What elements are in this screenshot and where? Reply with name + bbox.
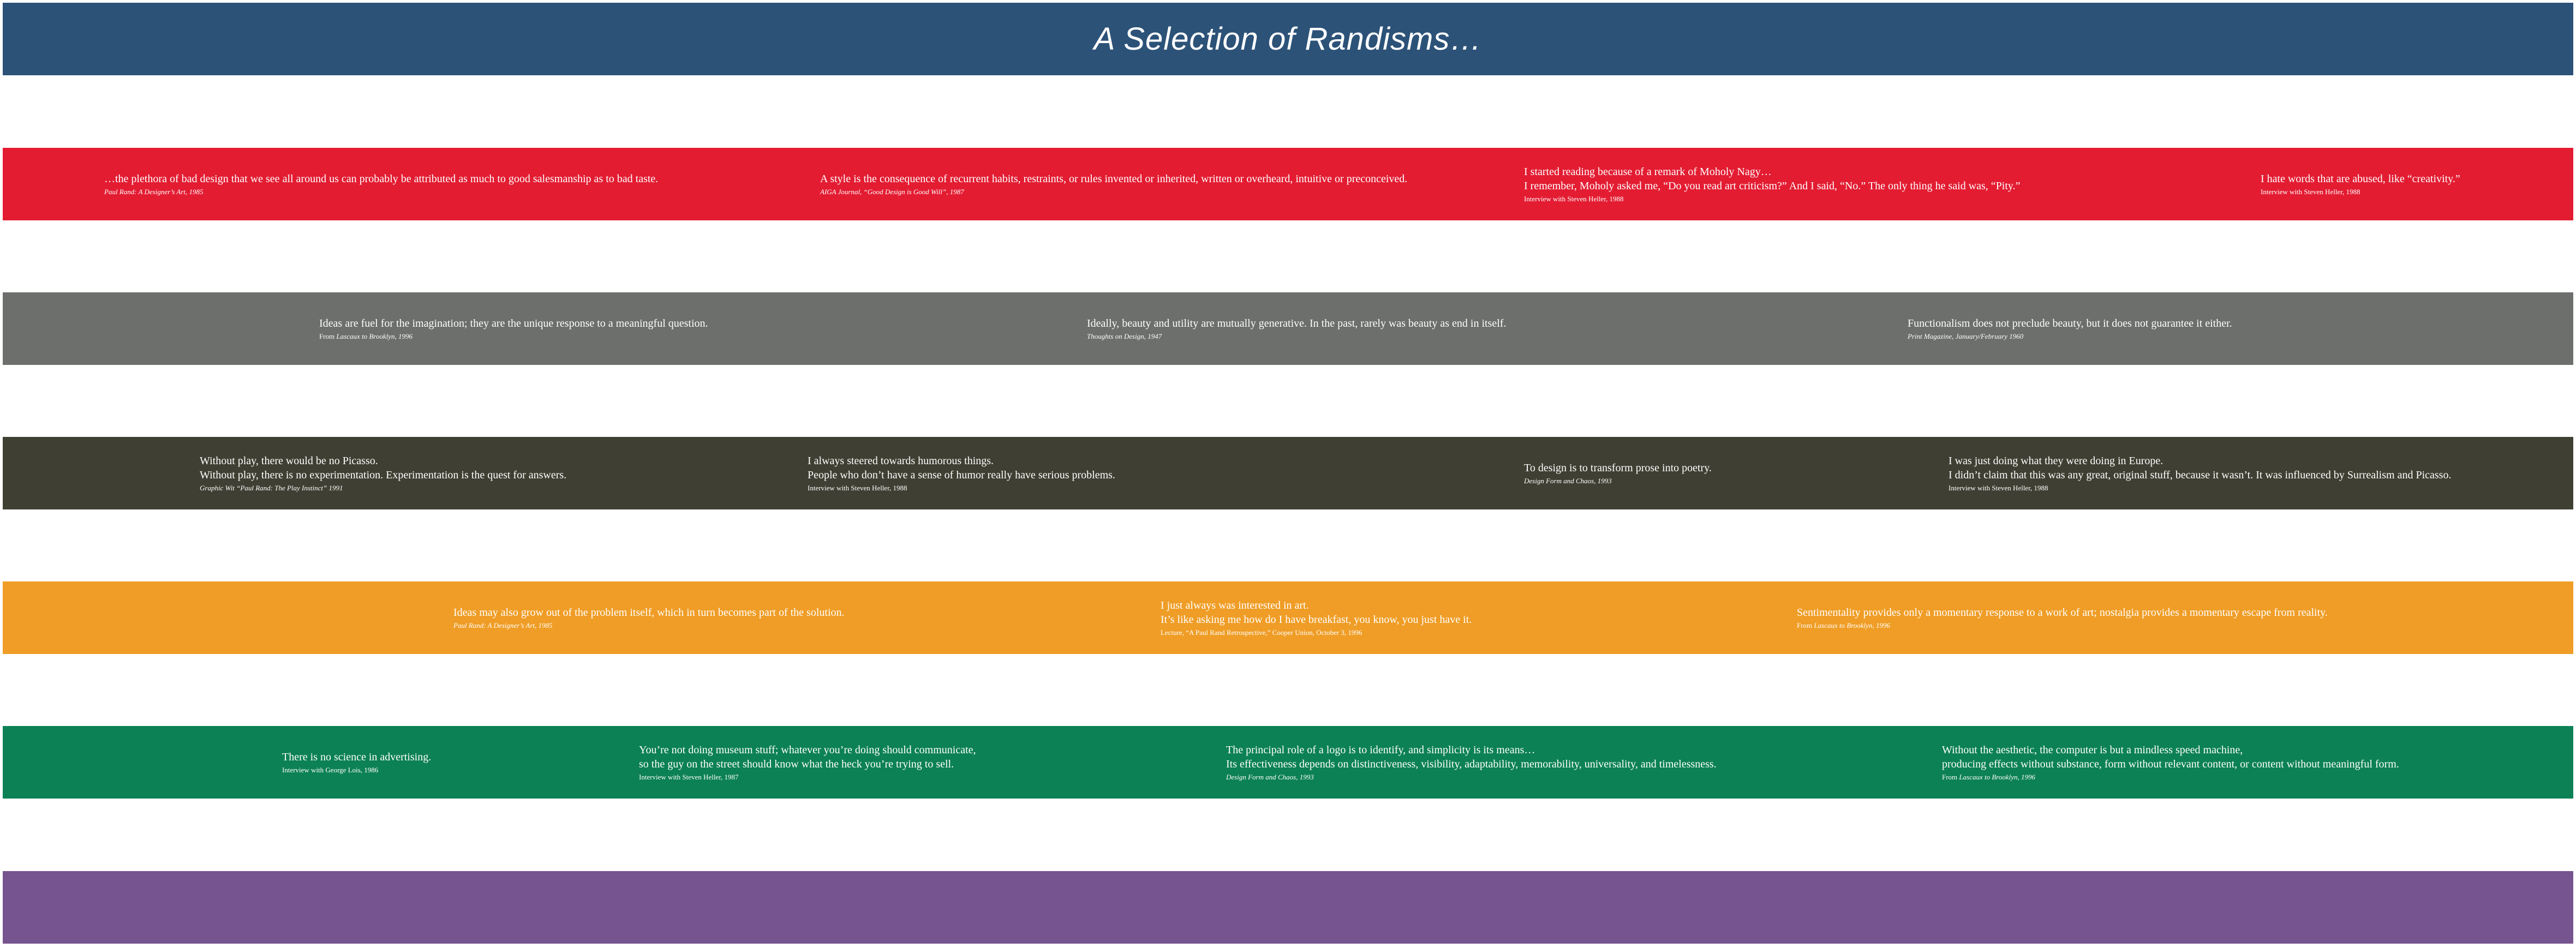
quote-text: Sentimentality provides only a momentary response to a work of art; nostalgia provides a momentary escape from reality. bbox=[1797, 606, 2328, 619]
title-banner bbox=[3, 3, 2573, 75]
quote-text: People who don’t have a sense of humor really have serious problems. bbox=[808, 469, 1115, 481]
quote-text: I was just doing what they were doing in Europe. bbox=[1949, 454, 2163, 467]
quote-text: Without the aesthetic, the computer is but a mindless speed machine, bbox=[1942, 743, 2243, 756]
quote-text: Its effectiveness depends on distinctiveness, visibility, adaptability, memorability, universality, and timelessness. bbox=[1226, 758, 1717, 770]
quote-item bbox=[1226, 743, 1717, 782]
quote-text: Without play, there would be no Picasso. bbox=[200, 454, 378, 467]
quote-text: You’re not doing museum stuff; whatever you’re doing should communicate, bbox=[639, 743, 976, 756]
quote-item bbox=[104, 172, 658, 197]
quote-text: A style is the consequence of recurrent habits, restraints, or rules invented or inherited, written or overheard, intuitive or preconceived. bbox=[820, 172, 1408, 185]
quote-item bbox=[1087, 316, 1506, 341]
quote-source: Interview with Steven Heller, 1988 bbox=[1949, 483, 2048, 492]
quote-band-red bbox=[3, 148, 2573, 220]
quote-item bbox=[808, 454, 1115, 493]
quote-item bbox=[200, 454, 566, 493]
quote-source: Interview with Steven Heller, 1988 bbox=[2261, 187, 2360, 196]
quote-source: Thoughts on Design, 1947 bbox=[1087, 332, 1162, 340]
quote-text: It’s like asking me how do I have breakfast, you know, you just have it. bbox=[1161, 613, 1472, 626]
quote-item bbox=[453, 605, 845, 631]
quote-text: I just always was interested in art. bbox=[1161, 599, 1309, 611]
quote-item bbox=[319, 316, 708, 341]
quote-source: From Lascaux to Brooklyn, 1996 bbox=[319, 332, 413, 340]
quote-text: …the plethora of bad design that we see all around us can probably be attributed as much to good salesmanship as to bad taste. bbox=[104, 172, 659, 185]
quote-item bbox=[1908, 316, 2232, 341]
quote-band-olive bbox=[3, 437, 2573, 509]
quote-source: Interview with George Lois, 1986 bbox=[282, 765, 379, 774]
quote-item bbox=[2261, 172, 2460, 197]
quote-source: Graphic Wit “Paul Rand: The Play Instinct” 1991 bbox=[200, 483, 343, 492]
quote-text: Functionalism does not preclude beauty, but it does not guarantee it either. bbox=[1908, 317, 2232, 329]
quote-text: Without play, there is no experimentation. Experimentation is the quest for answers. bbox=[200, 469, 567, 481]
quote-source: From Lascaux to Brooklyn, 1996 bbox=[1942, 772, 2036, 781]
quote-source: Print Magazine, January/February 1960 bbox=[1908, 332, 2024, 340]
quote-source: Design Form and Chaos, 1993 bbox=[1524, 476, 1612, 485]
quote-text: I didn’t claim that this was any great, original stuff, because it wasn’t. It was influenced by Surrealism and Picasso. bbox=[1949, 469, 2452, 481]
quote-text: The principal role of a logo is to identify, and simplicity is its means… bbox=[1226, 743, 1535, 756]
quote-source: From Lascaux to Brooklyn, 1996 bbox=[1797, 621, 1891, 629]
quote-text: producing effects without substance, form without relevant content, or content without meaningful form. bbox=[1942, 758, 2399, 770]
quote-item bbox=[1524, 165, 2021, 204]
quote-text: Ideas may also grow out of the problem itself, which in turn becomes part of the solution. bbox=[453, 606, 845, 619]
quote-text: I always steered towards humorous things. bbox=[808, 454, 994, 467]
quote-band-gray bbox=[3, 292, 2573, 365]
page-title: A Selection of Randisms… bbox=[1093, 21, 1483, 57]
quote-source: Paul Rand: A Designer’s Art, 1985 bbox=[453, 621, 553, 629]
quote-item bbox=[1797, 605, 2328, 631]
quote-source: Design Form and Chaos, 1993 bbox=[1226, 772, 1314, 781]
quote-text: Ideally, beauty and utility are mutually generative. In the past, rarely was beauty as end in itself. bbox=[1087, 317, 1507, 329]
quote-text: I hate words that are abused, like “creativity.” bbox=[2261, 172, 2460, 185]
quote-band-green bbox=[3, 726, 2573, 799]
quote-band-orange bbox=[3, 581, 2573, 654]
quote-text: Ideas are fuel for the imagination; they are the unique response to a meaningful question. bbox=[319, 317, 708, 329]
quote-text: There is no science in advertising. bbox=[282, 751, 432, 763]
quote-source: Lecture, “A Paul Rand Retrospective,” Cooper Union, October 3, 1996 bbox=[1161, 628, 1362, 637]
quote-source: Paul Rand: A Designer’s Art, 1985 bbox=[104, 187, 204, 196]
quote-item bbox=[820, 172, 1407, 197]
quote-source: Interview with Steven Heller, 1988 bbox=[808, 483, 907, 492]
quote-text: so the guy on the street should know what the heck you’re trying to sell. bbox=[639, 758, 954, 770]
quote-text: I remember, Moholy asked me, “Do you read art criticism?” And I said, “No.” The only thing he said was, “Pity.” bbox=[1524, 179, 2021, 192]
quote-source: Interview with Steven Heller, 1988 bbox=[1524, 194, 1624, 203]
quote-item bbox=[1949, 454, 2451, 493]
quote-item bbox=[282, 750, 431, 775]
quote-item bbox=[1942, 743, 2399, 782]
quote-item bbox=[639, 743, 976, 782]
quote-item bbox=[1524, 461, 1712, 486]
quote-band-purple bbox=[3, 871, 2573, 944]
quote-text: To design is to transform prose into poetry. bbox=[1524, 461, 1712, 474]
quote-item bbox=[1161, 598, 1472, 638]
quote-source: AIGA Journal, “Good Design is Good Will”, 1987 bbox=[820, 187, 964, 196]
quote-text: I started reading because of a remark of Moholy Nagy… bbox=[1524, 165, 1772, 178]
quote-source: Interview with Steven Heller, 1987 bbox=[639, 772, 739, 781]
